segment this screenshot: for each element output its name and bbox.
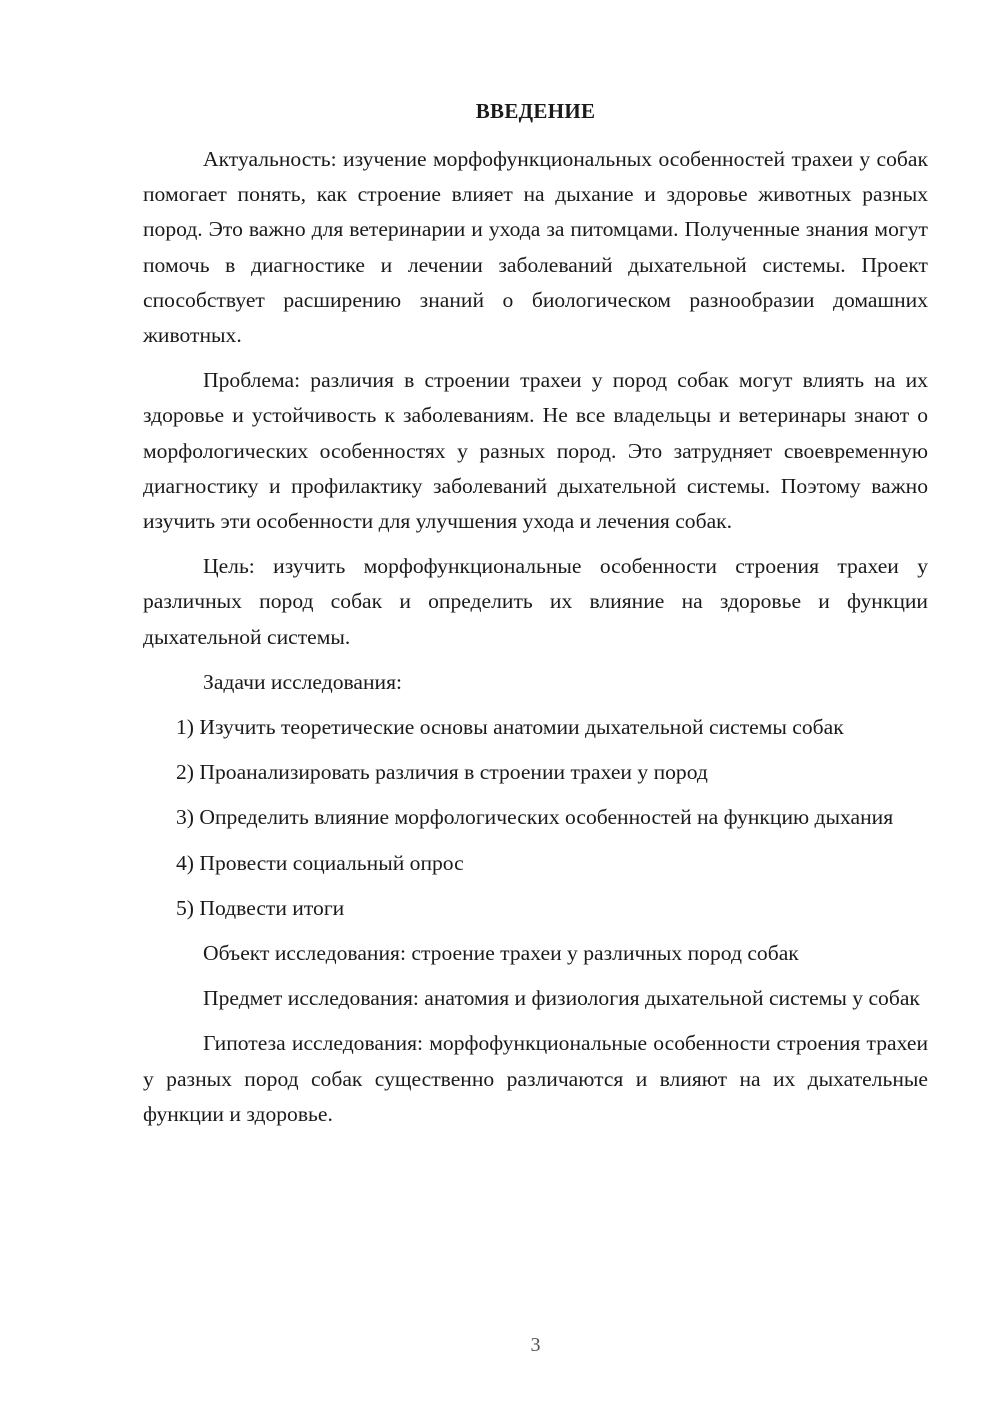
section-title: ВВЕДЕНИЕ	[475, 99, 596, 123]
task-item: 2) Проанализировать различия в строении трахеи у пород	[176, 760, 708, 785]
research-subject-paragraph: Предмет исследования: анатомия и физиология дыхательной системы у собак	[203, 986, 920, 1011]
tasks-heading: Задачи исследования:	[203, 669, 403, 694]
relevance-paragraph: Актуальность: изучение морфофункциональных особенностей трахеи у собак помогает понять, как строение влияет на дыхание и здоровье животных разных пород. Это важно для ветеринарии и ухода за питомцами. Полученные знания могут помочь в диагностике и лечении заболеваний дыхательной системы. Проект способствует расширению знаний о биологическом разнообразии домашних животных.	[143, 147, 928, 348]
problem-paragraph: Проблема: различия в строении трахеи у пород собак могут влиять на их здоровье и устойчивость к заболеваниям. Не все владельцы и ветеринары знают о морфологических особенностях у разных пород. Это затрудняет своевременную диагностику и профилактику заболеваний дыхательной системы. Поэтому важно изучить эти особенности для улучшения ухода и лечения собак.	[143, 368, 928, 534]
task-item: 1) Изучить теоретические основы анатомии дыхательной системы собак	[176, 715, 844, 740]
document-page	[143, 0, 928, 1414]
document-body	[143, 142, 928, 1142]
page-number: 3	[530, 1334, 541, 1356]
research-object-paragraph: Объект исследования: строение трахеи у различных пород собак	[203, 941, 799, 966]
hypothesis-paragraph: Гипотеза исследования: морфофункциональные особенности строения трахеи у разных пород собак существенно различаются и влияют на их дыхательные функции и здоровье.	[143, 1031, 928, 1126]
task-item: 4) Провести социальный опрос	[176, 850, 464, 875]
task-item: 3) Определить влияние морфологических особенностей на функцию дыхания	[176, 805, 894, 830]
task-item: 5) Подвести итоги	[176, 895, 345, 920]
goal-paragraph: Цель: изучить морфофункциональные особенности строения трахеи у различных пород собак и определить их влияние на здоровье и функции дыхательной системы.	[143, 554, 928, 649]
